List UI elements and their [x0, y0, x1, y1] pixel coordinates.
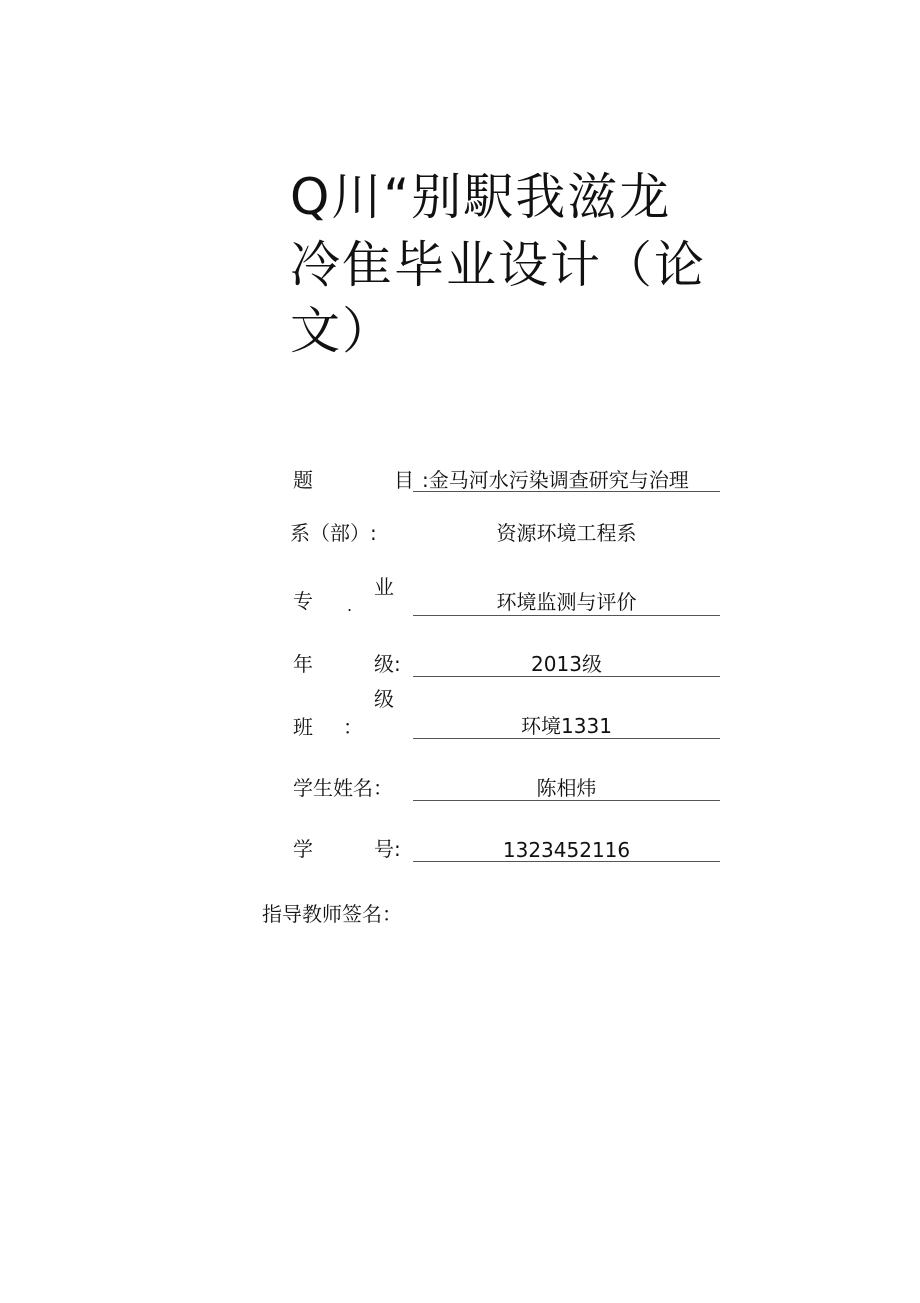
grade-value: 2013级 [531, 652, 602, 676]
advisor-signature-label: 指导教师签名： [262, 902, 402, 926]
major-underline [413, 615, 720, 616]
student-id-label-char-1: 学 [293, 837, 313, 861]
class-label-char-2: 级 [374, 687, 394, 711]
major-label-dot: . [347, 596, 353, 615]
cover-title-line-3: 文） [290, 302, 394, 360]
topic-label-char-1: 题 [293, 468, 313, 492]
topic-label-char-2: 目 [394, 468, 414, 492]
student-name-value: 陈相炜 [536, 776, 597, 800]
class-label-colon: ： [343, 715, 363, 739]
department-value: 资源环境工程系 [496, 521, 637, 545]
cover-title-line-1: Q川“别駅我滋龙 [290, 168, 672, 226]
student-name-label: 学生姓名： [293, 776, 393, 800]
student-id-label-char-2: 号: [374, 837, 401, 861]
major-label-char-2: 业 [374, 575, 394, 599]
major-label-char-1: 专 [293, 589, 313, 613]
grade-underline [413, 676, 720, 677]
cover-title-line-2: 冷隹毕业设计（论 [290, 236, 706, 294]
topic-value: :金马河水污染调查研究与治理 [422, 468, 689, 492]
department-label: 系（部）: [290, 521, 377, 545]
topic-underline [413, 491, 720, 492]
student-name-underline [413, 800, 720, 801]
student-id-underline [413, 861, 720, 862]
student-id-value: 1323452116 [502, 838, 631, 862]
grade-label-char-2: 级: [374, 652, 401, 676]
class-underline [413, 738, 720, 739]
major-value: 环境监测与评价 [496, 590, 637, 614]
grade-label-char-1: 年 [293, 652, 313, 676]
class-label-char-1: 班 [293, 715, 313, 739]
class-value: 环境1331 [521, 714, 612, 738]
